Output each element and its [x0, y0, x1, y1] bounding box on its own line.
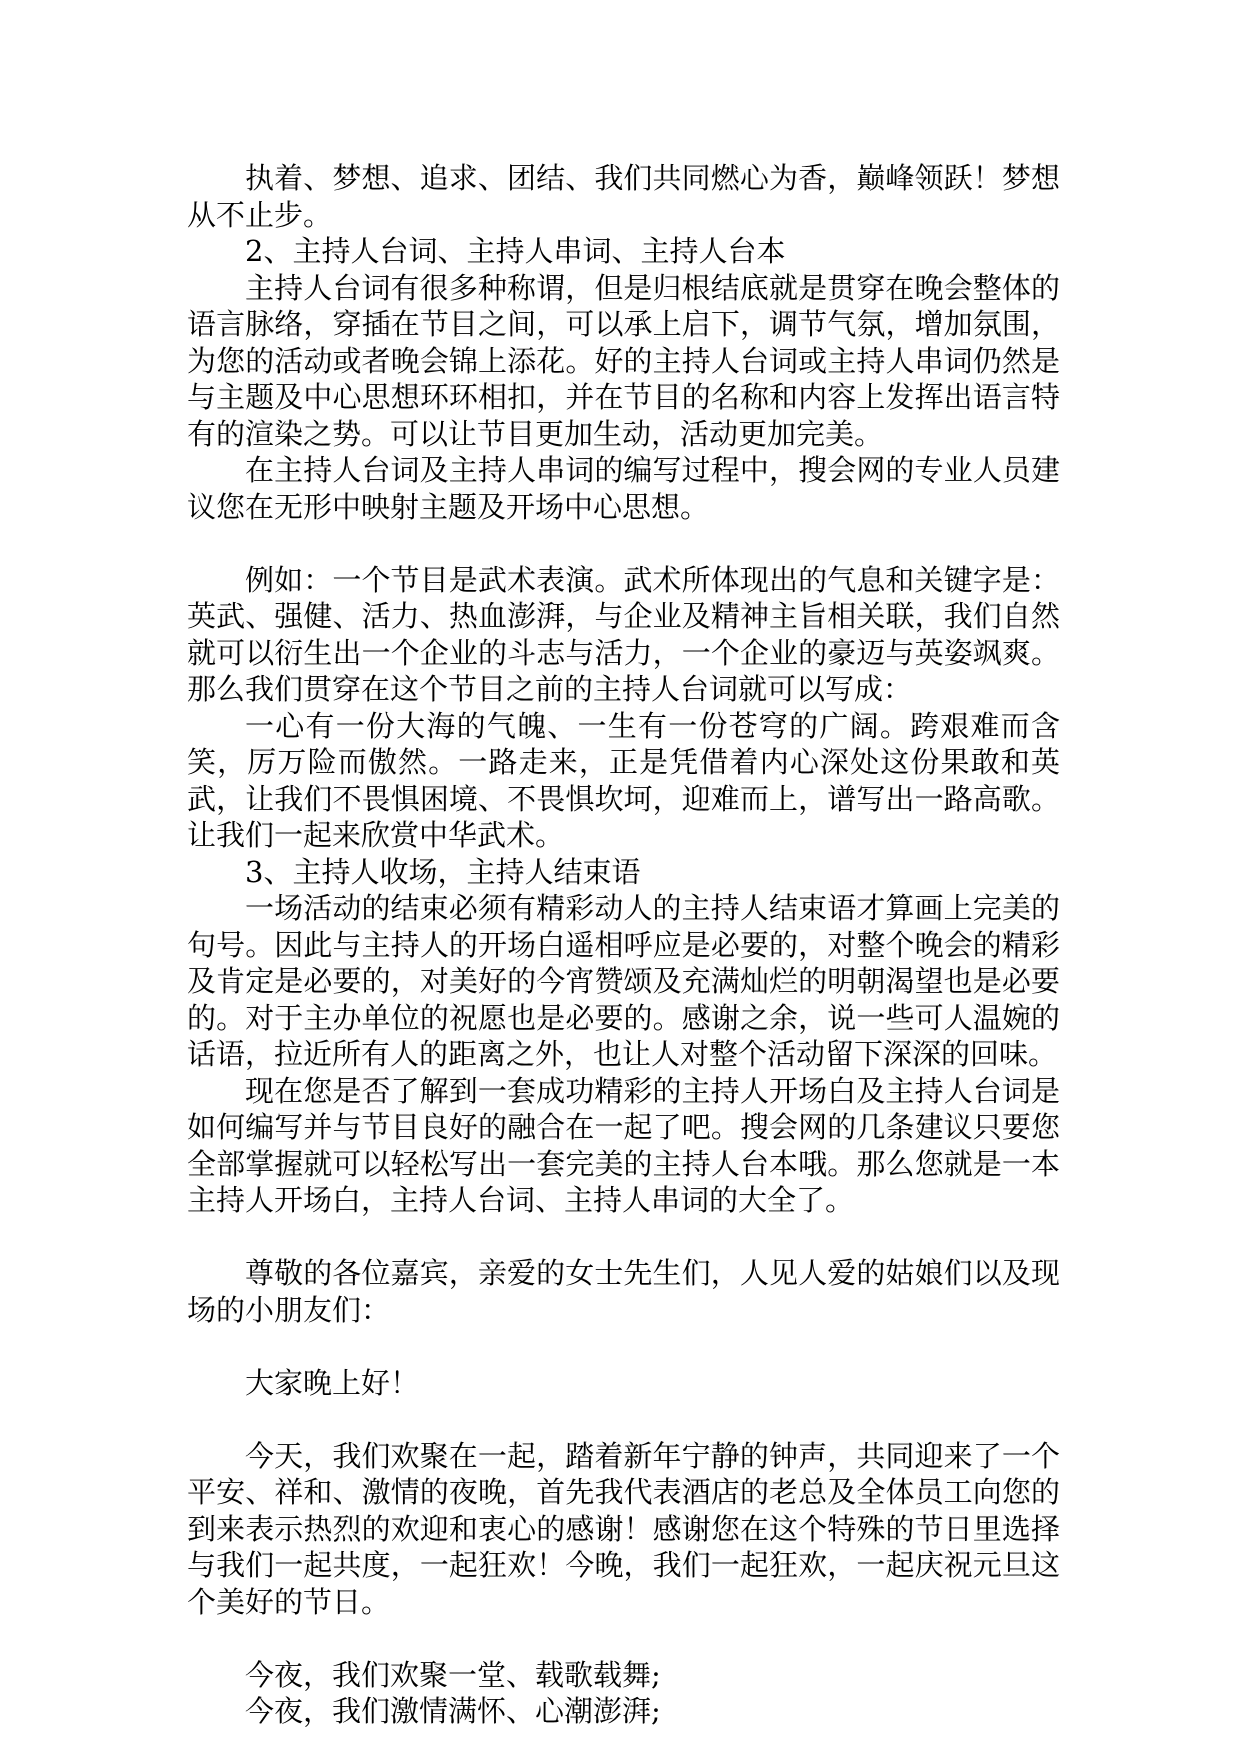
- heading-section-2: 2、主持人台词、主持人串词、主持人台本: [245, 234, 786, 268]
- paragraph-martial-arts-script: 一心有一份大海的气魄、一生有一份苍穹的广阔。跨艰难而含笑，厉万险而傲然。一路走来，正是凭借着内心深处这份果敢和英武，让我们不畏惧困境、不畏惧坎坷，迎难而上，谱写出一路高歌。让我们一起来欣赏中华武术。: [187, 708, 1060, 852]
- paragraph-example: 例如：一个节目是武术表演。武术所体现出的气息和关键字是：英武、强健、活力、热血澎湃，与企业及精神主旨相关联，我们自然就可以衍生出一个企业的斗志与活力，一个企业的豪迈与英姿飒爽。那么我们贯穿在这个节目之前的主持人台词就可以写成：: [187, 562, 1060, 706]
- document-page: [187, 160, 1060, 1730]
- paragraph-greeting: 尊敬的各位嘉宾，亲爱的女士先生们，人见人爱的姑娘们以及现场的小朋友们：: [187, 1256, 1060, 1327]
- paragraph-summary: 现在您是否了解到一套成功精彩的主持人开场白及主持人台词是如何编写并与节目良好的融合在一起了吧。搜会网的几条建议只要您全部掌握就可以轻松写出一套完美的主持人台本哦。那么您就是一本主持人开场白，主持人台词、主持人串词的大全了。: [187, 1073, 1060, 1217]
- paragraph-tonight-2: 今夜，我们激情满怀、心潮澎湃;: [245, 1694, 661, 1728]
- paragraph-welcome: 今天，我们欢聚在一起，踏着新年宁静的钟声，共同迎来了一个平安、祥和、激情的夜晚，首先我代表酒店的老总及全体员工向您的到来表示热烈的欢迎和衷心的感谢！感谢您在这个特殊的节日里选择与我们一起共度，一起狂欢！今晚，我们一起狂欢，一起庆祝元旦这个美好的节日。: [187, 1438, 1060, 1619]
- paragraph-tonight-1: 今夜，我们欢聚一堂、载歌载舞;: [245, 1657, 661, 1692]
- paragraph-good-evening: 大家晚上好！: [245, 1365, 420, 1400]
- paragraph-host-lines: 主持人台词有很多种称谓，但是归根结底就是贯穿在晚会整体的语言脉络，穿插在节目之间，可以承上启下，调节气氛，增加氛围，为您的活动或者晚会锦上添花。好的主持人台词或主持人串词仍然是与主题及中心思想环环相扣，并在节目的名称和内容上发挥出语言特有的渲染之势。可以让节目更加生动，活动更加完美。: [187, 270, 1060, 451]
- paragraph-intro-end: 执着、梦想、追求、团结、我们共同燃心为香，巅峰领跃！梦想从不止步。: [187, 161, 1060, 232]
- heading-section-3: 3、主持人收场，主持人结束语: [245, 854, 641, 889]
- paragraph-closing-remarks: 一场活动的结束必须有精彩动人的主持人结束语才算画上完美的句号。因此与主持人的开场白遥相呼应是必要的，对整个晚会的精彩及肯定是必要的，对美好的今宵赞颂及充满灿烂的明朝渴望也是必要的。对于主办单位的祝愿也是必要的。感谢之余，说一些可人温婉的话语，拉近所有人的距离之外，也让人对整个活动留下深深的回味。: [187, 891, 1060, 1071]
- paragraph-writing-advice: 在主持人台词及主持人串词的编写过程中，搜会网的专业人员建议您在无形中映射主题及开场中心思想。: [187, 453, 1060, 524]
